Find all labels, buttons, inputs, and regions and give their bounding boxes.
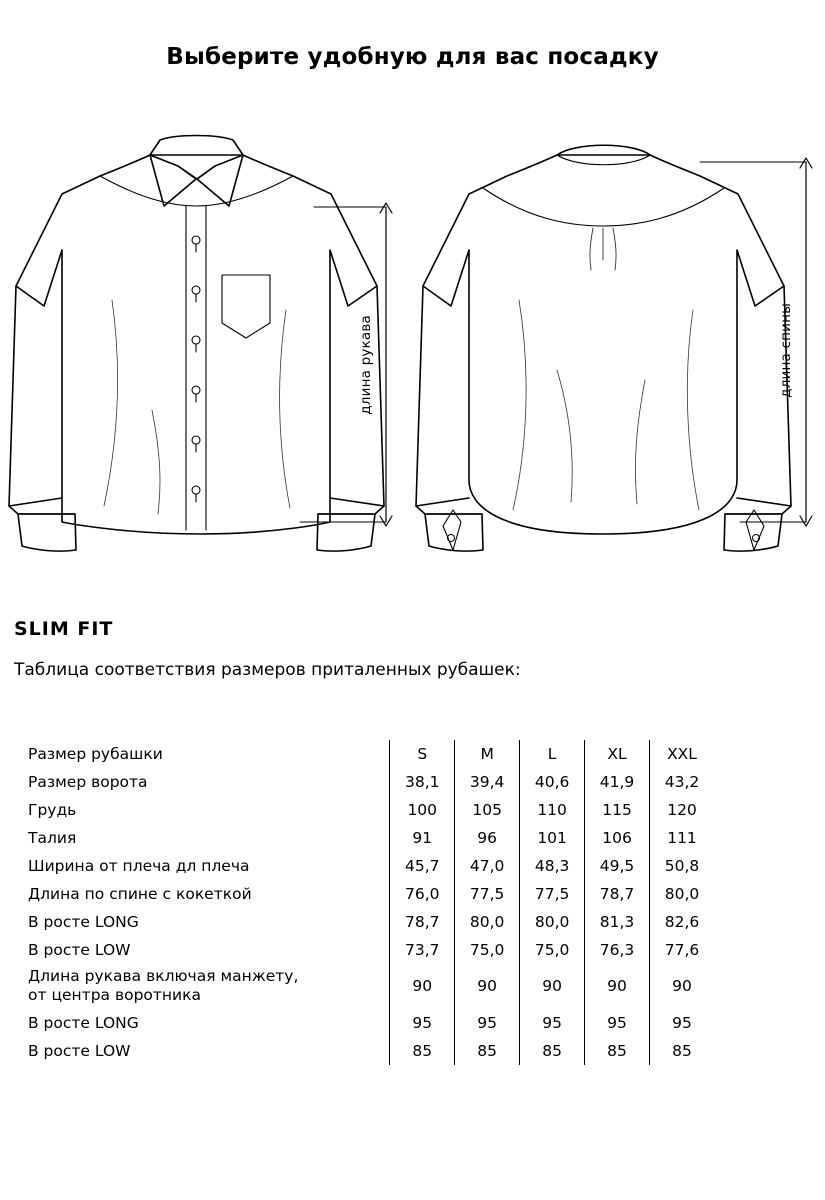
row-value: 80,0 [455,908,520,936]
row-value: 90 [520,964,585,1009]
row-value: 100 [390,796,455,824]
size-table-wrapper [14,740,714,1065]
row-label: Талия [28,829,77,847]
page-title: Выберите удобную для вас посадку [166,44,659,70]
table-row [14,824,714,852]
row-value: 90 [455,964,520,1009]
shirt-illustrations [0,110,825,570]
row-value: 75,0 [520,936,585,964]
front-shirt-technical-drawing [9,136,384,552]
row-value: 41,9 [585,768,650,796]
back-length-label-box [776,290,796,410]
back-shirt-technical-drawing [416,145,791,551]
table-header-label: Размер рубашки [28,745,163,763]
row-value: 78,7 [390,908,455,936]
row-value: 85 [585,1037,650,1065]
row-value: 39,4 [455,768,520,796]
column-header-l: L [520,740,585,768]
row-value: 101 [520,824,585,852]
row-value: 120 [650,796,714,824]
row-label: В росте LOW [28,1041,131,1060]
sleeve-length-label: длина рукава [358,315,374,415]
row-value: 78,7 [585,880,650,908]
row-value: 95 [585,1009,650,1037]
row-label: В росте LOW [28,941,131,959]
size-table [14,740,714,1065]
table-row [14,880,714,908]
row-label: В росте LONG [28,1013,139,1032]
row-value: 43,2 [650,768,714,796]
row-value: 80,0 [650,880,714,908]
row-value: 90 [585,964,650,1009]
fit-name: SLIM FIT [14,618,114,640]
row-value: 38,1 [390,768,455,796]
row-value: 85 [520,1037,585,1065]
row-label: Длина по спине с кокеткой [28,885,252,903]
table-row [14,1009,714,1037]
table-row [14,964,714,1009]
row-value: 76,3 [585,936,650,964]
row-value: 77,5 [455,880,520,908]
row-value: 95 [650,1009,714,1037]
row-value: 45,7 [390,852,455,880]
row-value: 80,0 [520,908,585,936]
row-label: Размер ворота [28,773,148,791]
row-label: Ширина от плеча дл плеча [28,857,250,875]
table-row [14,1037,714,1065]
row-value: 77,5 [520,880,585,908]
row-value: 95 [390,1009,455,1037]
column-header-s: S [390,740,455,768]
row-value: 85 [650,1037,714,1065]
table-header-row [14,740,714,768]
row-value: 95 [520,1009,585,1037]
table-row [14,796,714,824]
row-value: 50,8 [650,852,714,880]
row-value: 85 [390,1037,455,1065]
row-value: 91 [390,824,455,852]
row-value: 75,0 [455,936,520,964]
row-value: 77,6 [650,936,714,964]
row-value: 85 [455,1037,520,1065]
column-header-xl: XL [585,740,650,768]
row-value: 40,6 [520,768,585,796]
table-row [14,936,714,964]
row-value: 90 [390,964,455,1009]
row-label-line2: от центра воротника [28,986,201,1005]
shirt-diagram-svg [0,110,825,570]
row-value: 105 [455,796,520,824]
row-value: 81,3 [585,908,650,936]
row-value: 76,0 [390,880,455,908]
row-label: Грудь [28,801,77,819]
fit-description: Таблица соответствия размеров приталенных рубашек: [14,660,521,680]
size-table-body [14,740,714,1065]
row-value: 95 [455,1009,520,1037]
sleeve-dimension-line [300,203,392,526]
row-value: 48,3 [520,852,585,880]
row-value: 96 [455,824,520,852]
row-value: 82,6 [650,908,714,936]
table-row [14,768,714,796]
table-row [14,908,714,936]
row-label [14,964,390,1009]
column-header-xxl: XXL [650,740,714,768]
row-value: 106 [585,824,650,852]
row-value: 47,0 [455,852,520,880]
column-header-m: M [455,740,520,768]
sleeve-length-label-box [356,305,376,425]
row-value: 111 [650,824,714,852]
row-label: В росте LONG [28,913,139,931]
row-value: 49,5 [585,852,650,880]
row-value: 73,7 [390,936,455,964]
row-value: 115 [585,796,650,824]
row-label-line1: Длина рукава включая манжету, [28,967,299,985]
table-row [14,852,714,880]
back-length-label: длина спины [778,302,794,398]
row-value: 110 [520,796,585,824]
row-value: 90 [650,964,714,1009]
